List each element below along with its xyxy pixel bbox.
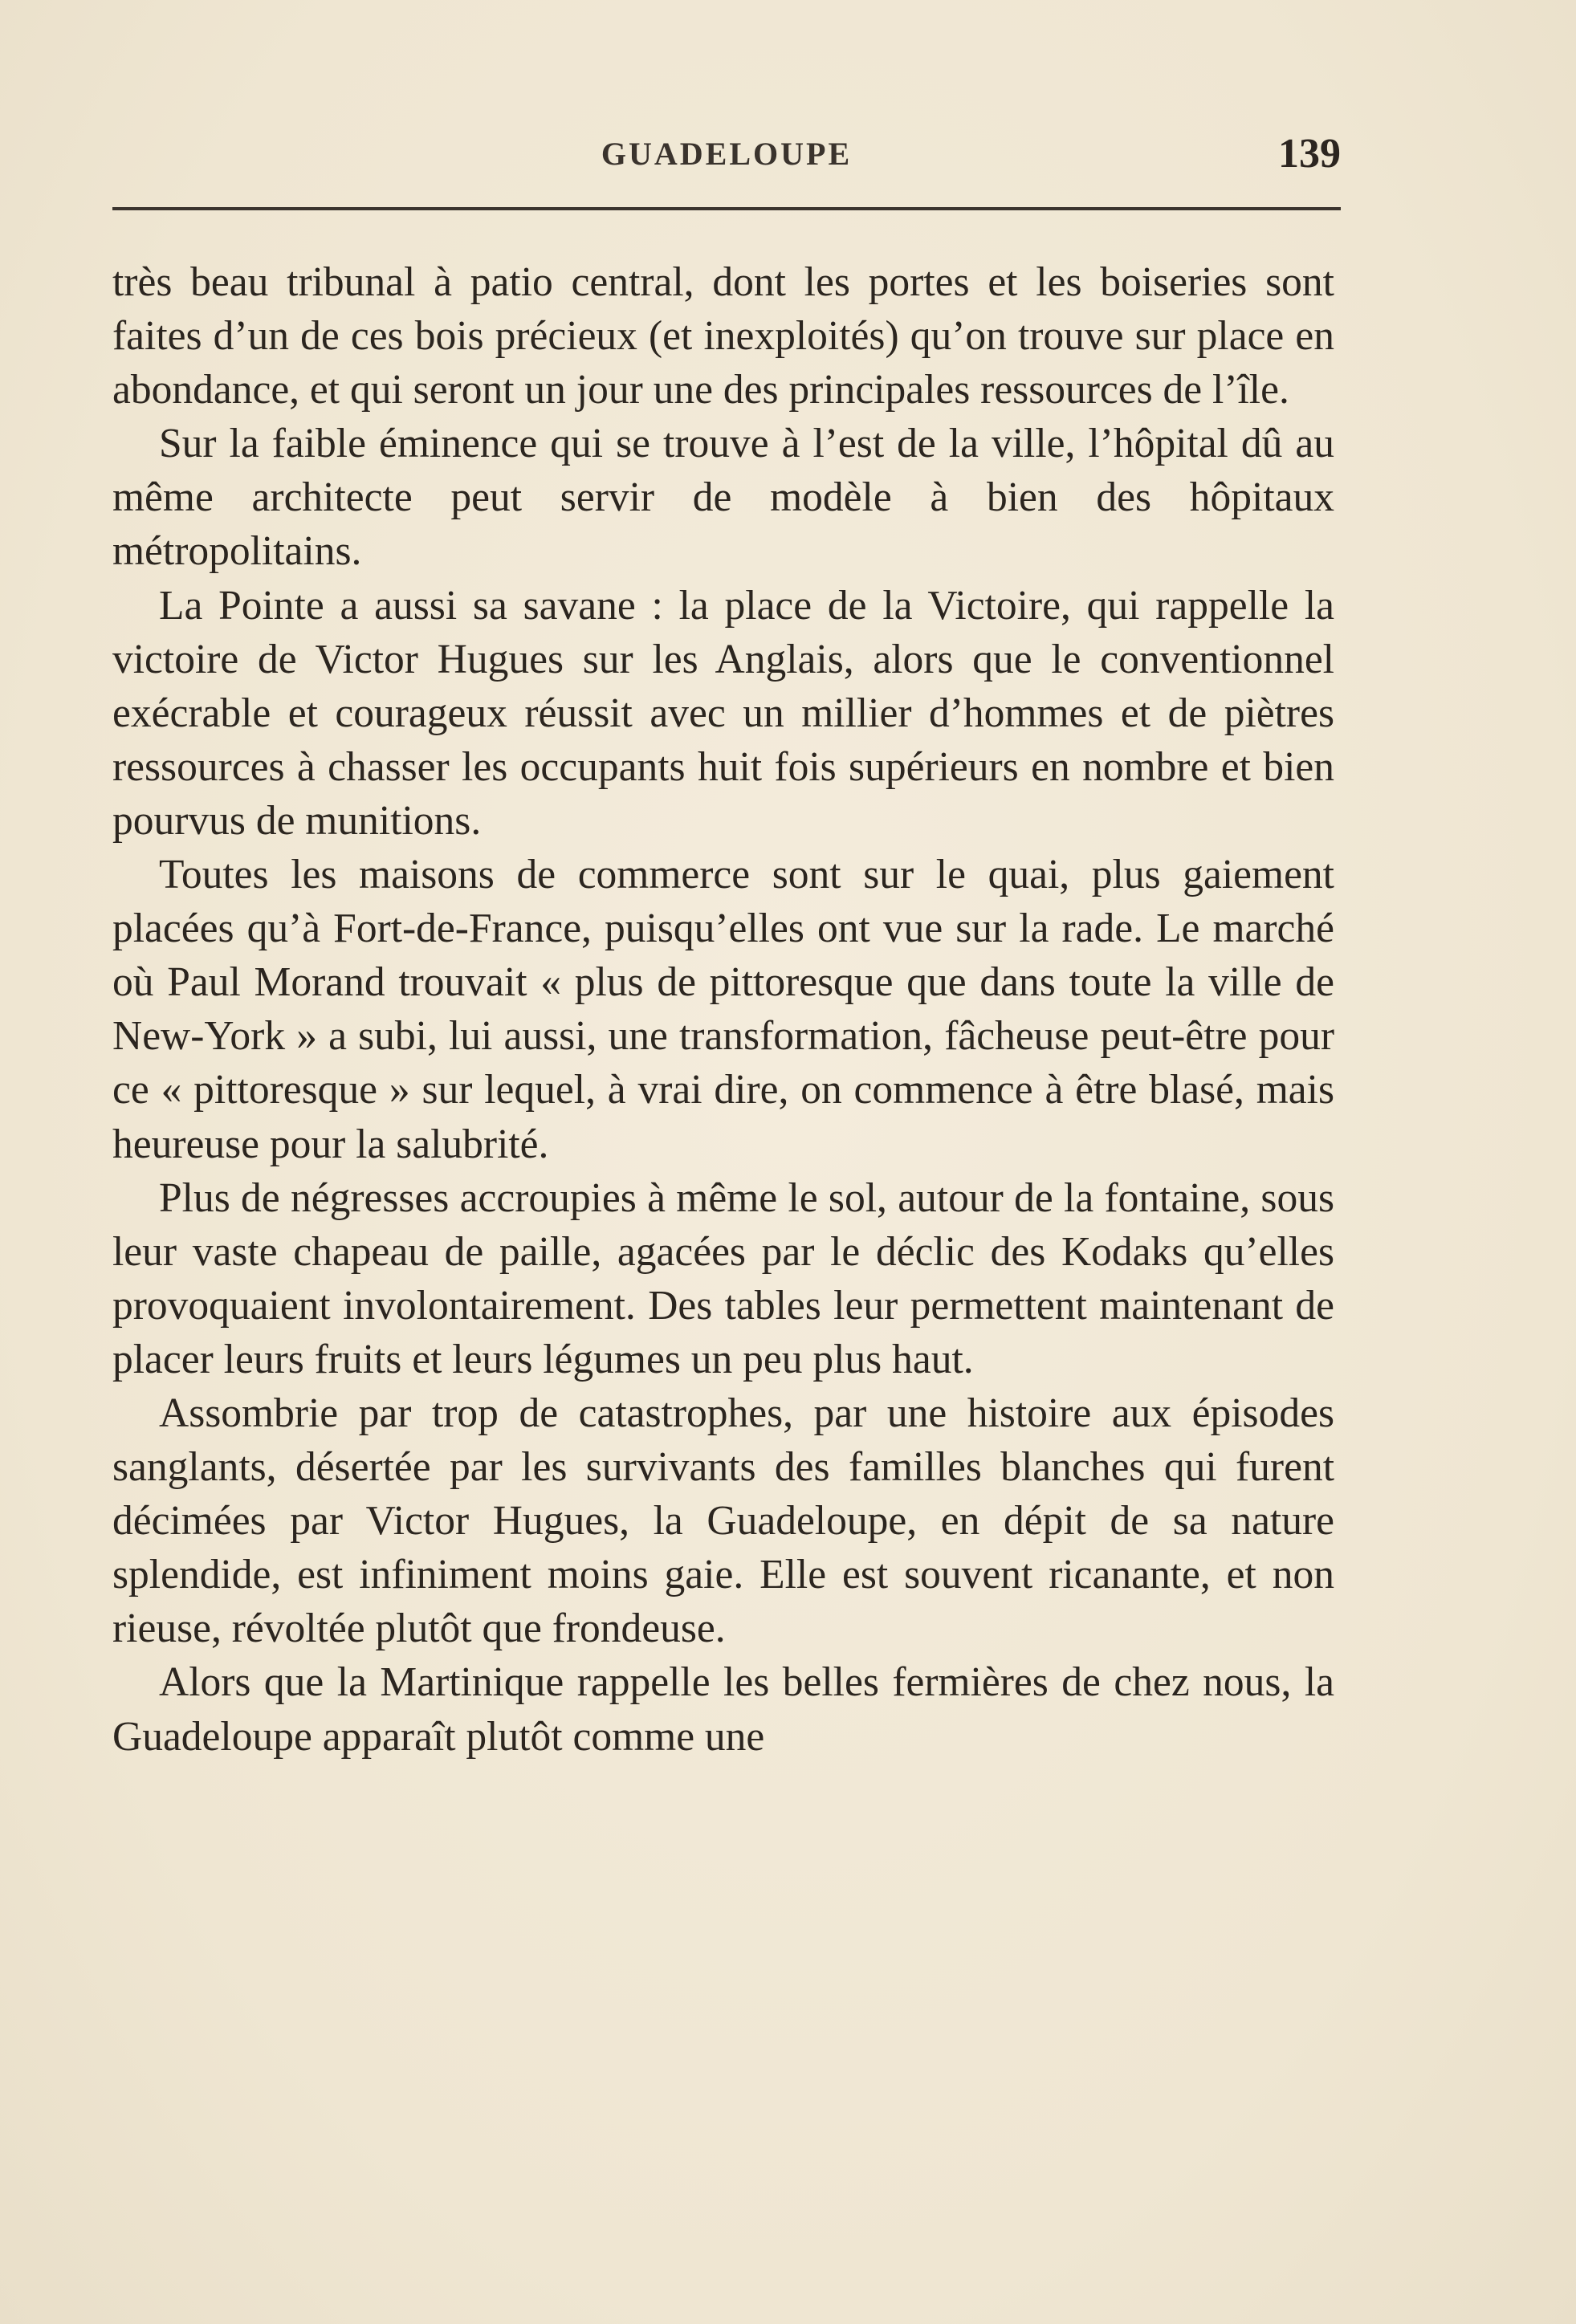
header-rule (112, 207, 1341, 210)
paragraph: Sur la faible éminence qui se trouve à l’est de la ville, l’hôpital dû au même architecte peut servir de modèle à bien des hôpitaux métropolitains. (112, 421, 1334, 575)
paragraph: très beau tribunal à patio central, dont les portes et les boiseries sont faites d’un de ces bois précieux (et inexploités) qu’on trouve sur place en abondance, et qui seront un jour une des principales ressources de l’île. (112, 259, 1334, 413)
paragraph: Alors que la Martinique rappelle les belles fermières de chez nous, la Guadeloupe apparaît plutôt comme une (112, 1659, 1334, 1760)
paragraph: Toutes les maisons de commerce sont sur le quai, plus gaiement placées qu’à Fort-de-France, puisqu’elles ont vue sur la rade. Le marché où Paul Morand trouvait « plus de pittoresque que dans toute la ville de New-York » a subi, lui aussi, une transformation, fâcheuse peut-être pour ce « pittoresque » sur lequel, à vrai dire, on commence à être blasé, mais heureuse pour la salubrité. (112, 852, 1334, 1167)
page-header (112, 131, 1341, 183)
paragraph: La Pointe a aussi sa savane : la place de la Victoire, qui rappelle la victoire de Victor Hugues sur les Anglais, alors que le conventionnel exécrable et courageux réussit avec un millier d’hommes et de piètres ressources à chasser les occupants huit fois supérieurs en nombre et bien pourvus de munitions. (112, 582, 1334, 844)
body-text (112, 255, 1334, 1764)
paragraph: Plus de négresses accroupies à même le sol, autour de la fontaine, sous leur vaste chapeau de paille, agacées par le déclic des Kodaks qu’elles provoquaient involontairement. Des tables leur permettent maintenant de placer leurs fruits et leurs légumes un peu plus haut. (112, 1174, 1334, 1382)
running-head: GUADELOUPE (601, 136, 853, 172)
paragraph: Assombrie par trop de catastrophes, par une histoire aux épisodes sanglants, désertée par les survivants des familles blanches qui furent décimées par Victor Hugues, la Guadeloupe, en dépit de sa nature splendide, est infiniment moins gaie. Elle est souvent ricanante, et non rieuse, révoltée plutôt que frondeuse. (112, 1390, 1334, 1652)
page-number: 139 (1278, 131, 1341, 177)
